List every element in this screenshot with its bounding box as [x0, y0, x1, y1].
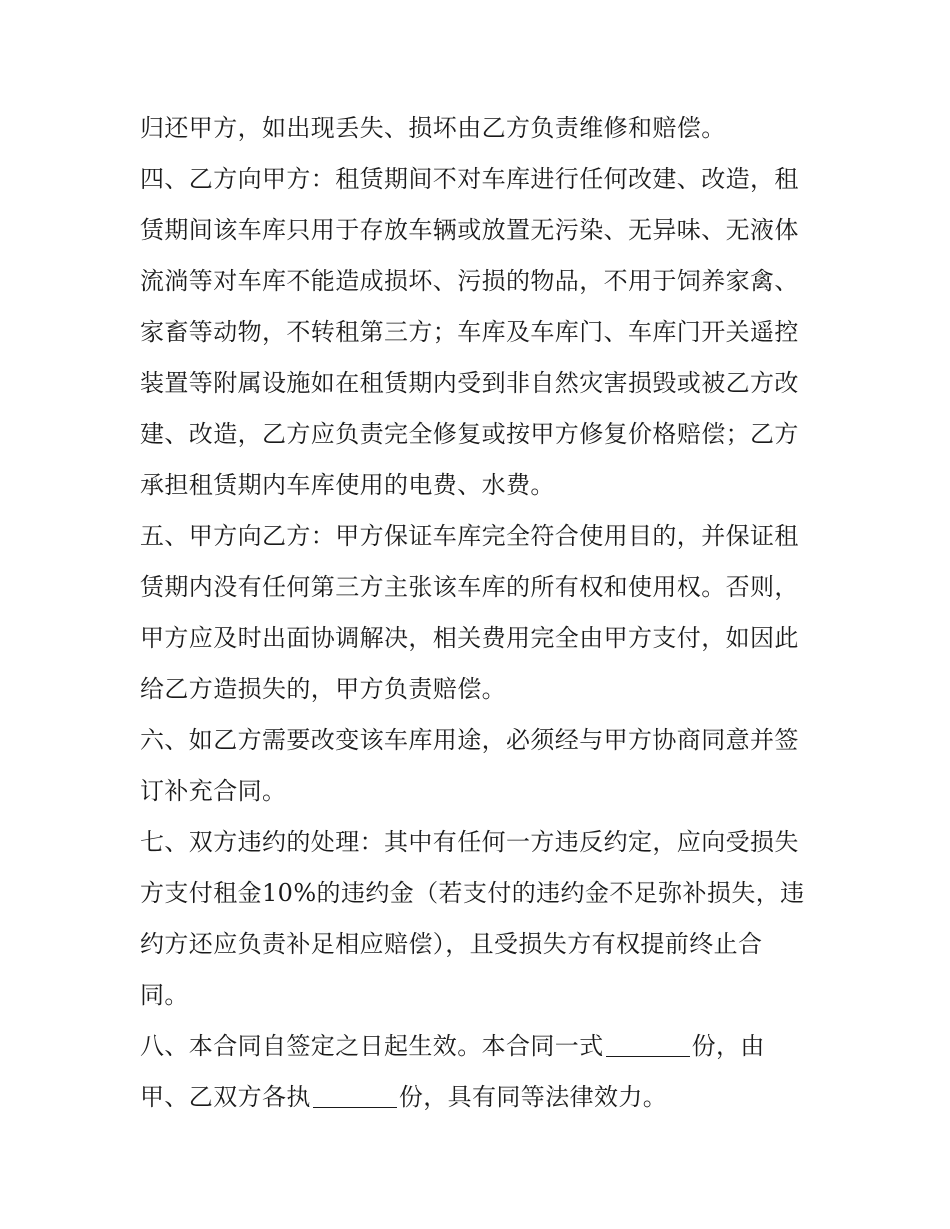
text-line: 方支付租金10%的违约金（若支付的违约金不足弥补损失，违	[140, 879, 805, 907]
text-line: 承担租赁期内车库使用的电费、水费。	[140, 471, 555, 499]
text-line: 赁期间该车库只用于存放车辆或放置无污染、无异味、无液体	[140, 216, 799, 244]
text-line: 归还甲方，如出现丢失、损坏由乙方负责维修和赔偿。	[140, 114, 726, 142]
text-line: 流淌等对车库不能造成损坏、污损的物品，不用于饲养家禽、	[140, 267, 799, 295]
text-line: 约方还应负责补足相应赔偿），且受损失方有权提前终止合	[140, 930, 763, 958]
copies-total-blank[interactable]	[606, 1030, 690, 1057]
text-line: 六、如乙方需要改变该车库用途，必须经与甲方协商同意并签	[140, 726, 799, 754]
clause-8-line-1	[140, 1026, 840, 1066]
text-line: 七、双方违约的处理：其中有任何一方违反约定，应向受损失	[140, 828, 799, 856]
text-line: 四、乙方向甲方：租赁期间不对车库进行任何改建、改造，租	[140, 165, 799, 193]
clause-8-text: 甲、乙双方各执	[140, 1083, 311, 1111]
text-line: 装置等附属设施如在租赁期内受到非自然灾害损毁或被乙方改	[140, 369, 799, 397]
text-line: 家畜等动物，不转租第三方；车库及车库门、车库门开关遥控	[140, 318, 799, 346]
text-line: 订补充合同。	[140, 777, 287, 805]
clause-8-text: 份，由	[691, 1032, 765, 1060]
text-line: 建、改造，乙方应负责完全修复或按甲方修复价格赔偿；乙方	[140, 420, 799, 448]
clause-8-line-2	[140, 1077, 840, 1117]
text-line: 甲方应及时出面协调解决，相关费用完全由甲方支付，如因此	[140, 624, 799, 652]
text-line: 五、甲方向乙方：甲方保证车库完全符合使用目的，并保证租	[140, 522, 799, 550]
clause-8-text: 份，具有同等法律效力。	[398, 1083, 668, 1111]
text-line: 同。	[140, 981, 189, 1009]
copies-each-blank[interactable]	[313, 1081, 397, 1108]
text-line: 给乙方造损失的，甲方负责赔偿。	[140, 675, 506, 703]
text-line: 赁期内没有任何第三方主张该车库的所有权和使用权。否则，	[140, 573, 799, 601]
clause-8-text: 八、本合同自签定之日起生效。本合同一式	[140, 1032, 604, 1060]
